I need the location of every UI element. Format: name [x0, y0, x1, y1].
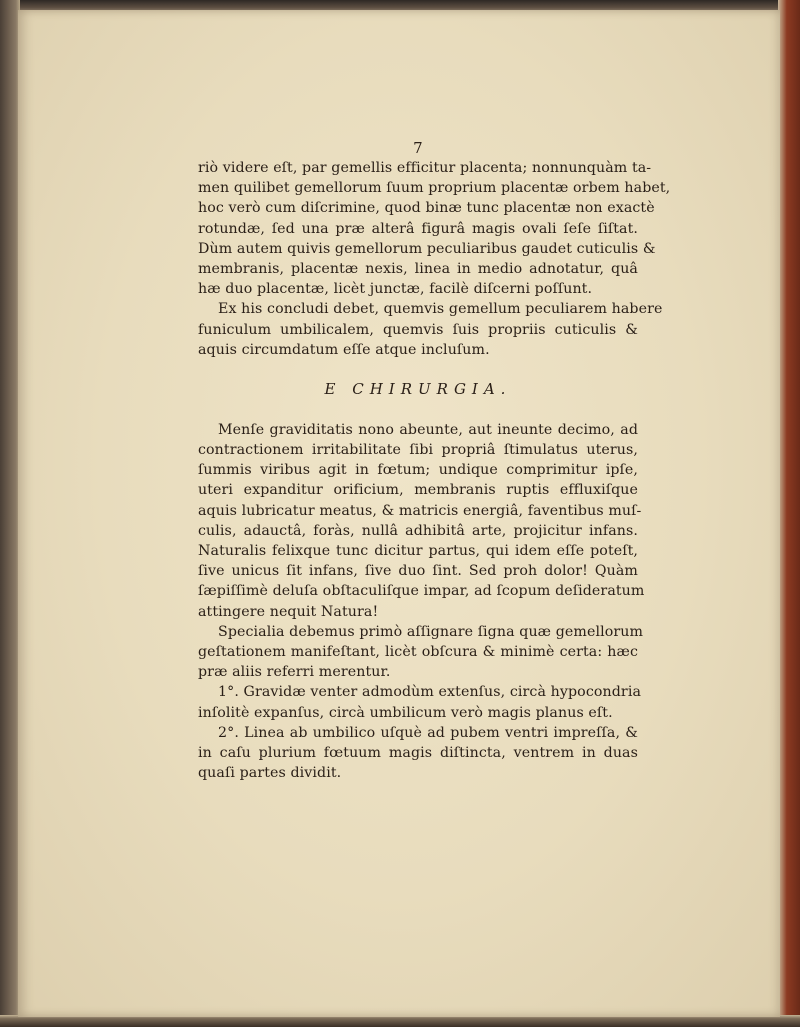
- text-line: quaſi partes dividit.: [198, 765, 342, 782]
- page-number: 7: [413, 139, 423, 157]
- text-line: men quilibet gemellorum ſuum proprium placentæ orbem habet,: [198, 180, 671, 197]
- text-line: attingere nequit Natura!: [198, 603, 379, 620]
- paragraph: [198, 723, 638, 784]
- text-line: ſive unicus ſit infans, ſive duo ſint. Sed proh dolor! Quàm: [198, 563, 638, 580]
- text-line: aquis lubricatur meatus, & matricis energiâ, faventibus muſ-: [198, 502, 642, 519]
- paragraph: [198, 158, 671, 299]
- text-line: ſummis viribus agit in fœtum; undique comprimitur ipſe,: [198, 462, 638, 479]
- text-line: 2°. Linea ab umbilico uſquè ad pubem ventri impreſſa, &: [218, 724, 638, 741]
- text-line: aquis circumdatum eſſe atque incluſum.: [198, 341, 490, 358]
- section-heading: E CHIRURGIA.: [324, 379, 512, 398]
- text-line: Menſe graviditatis nono abeunte, aut ineunte decimo, ad: [218, 421, 638, 438]
- text-line: contractionem irritabilitate ſibi propriâ ſtimulatus uterus,: [198, 442, 638, 459]
- text-line: inſolitè expanſus, circà umbilicum verò magis planus eſt.: [198, 704, 613, 721]
- text-line: hæ duo placentæ, licèt junctæ, facilè diſcerni poſſunt.: [198, 281, 593, 298]
- paragraph: [198, 299, 663, 360]
- text-line: Ex his concludi debet, quemvis gemellum peculiarem habere: [218, 301, 663, 318]
- text-line: rotundæ, ſed una præ alterâ figurâ magis ovali ſeſe ſiſtat.: [198, 220, 638, 237]
- text-line: funiculum umbilicalem, quemvis ſuis propriis cuticulis &: [198, 321, 638, 338]
- text-line: ſæpiſſimè deluſa obſtaculiſque impar, ad ſcopum deſideratum: [198, 583, 645, 600]
- text-line: in caſu plurium fœtuum magis diſtincta, ventrem in duas: [198, 744, 638, 761]
- text-line: culis, adauctâ, foràs, nullâ adhibitâ arte, projicitur infans.: [198, 522, 638, 539]
- text-line: geſtationem manifeſtant, licèt obſcura & minimè certa: hæc: [198, 643, 638, 660]
- book-page: [18, 10, 780, 1017]
- text-line: præ aliis referri merentur.: [198, 664, 391, 681]
- book-binding: [0, 0, 20, 1027]
- paragraph: [198, 682, 642, 722]
- paragraph: [198, 622, 644, 683]
- book-cover-edge: [778, 0, 800, 1027]
- text-line: 1°. Gravidæ venter admodùm extenſus, circà hypocondria: [218, 684, 642, 701]
- page-text-block: [198, 138, 671, 783]
- text-line: Dùm autem quivis gemellorum peculiaribus gaudet cuticulis &: [198, 240, 656, 257]
- text-line: hoc verò cum diſcrimine, quod binæ tunc placentæ non exactè: [198, 200, 655, 217]
- text-line: uteri expanditur orificium, membranis ruptis effluxiſque: [198, 482, 638, 499]
- text-line: Naturalis felixque tunc dicitur partus, qui idem eſſe poteſt,: [198, 543, 638, 559]
- paragraph: [198, 420, 645, 622]
- text-line: membranis, placentæ nexis, linea in medio adnotatur, quâ: [198, 260, 638, 277]
- text-line: Specialia debemus primò aſſignare ſigna quæ gemellorum: [218, 623, 644, 640]
- text-line: riò videre eſt, par gemellis efficitur placenta; nonnunquàm ta-: [198, 160, 652, 176]
